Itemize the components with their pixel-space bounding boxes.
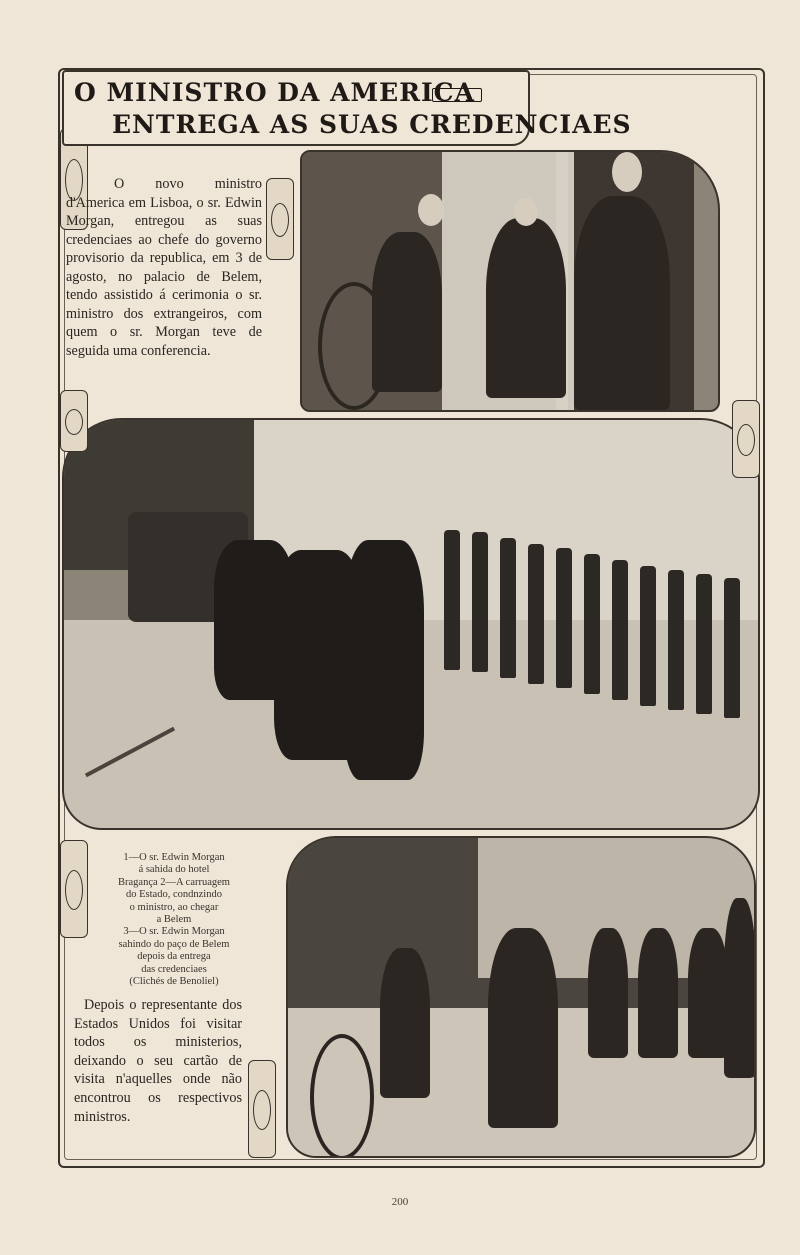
figure-onlooker [688, 928, 728, 1058]
soldier [640, 566, 656, 706]
figure-head [514, 198, 538, 226]
headline-line-1: O MINISTRO DA AMERICA [74, 78, 475, 107]
caption-line: a Belem [156, 914, 192, 926]
caption-line: á sahida do hotel [138, 864, 210, 876]
figure-man-coat [372, 232, 442, 392]
figure-footman [380, 948, 430, 1098]
soldier [528, 544, 544, 684]
photo-state-carriage-belem [62, 418, 760, 830]
caption-line: o ministro, ao chegar [129, 901, 219, 913]
soldier [556, 548, 572, 688]
caption-line: depois da entrega [137, 951, 211, 963]
caption-credit: (Clichés de Benoliel) [129, 976, 219, 988]
photo-morgan-leaving-palace [286, 836, 756, 1158]
headline-flourish [432, 88, 482, 102]
figure-officer [486, 218, 566, 398]
figure-head [418, 194, 444, 226]
caption-line: Bragança 2—A carruagem [118, 876, 230, 888]
page-number: 200 [391, 1196, 409, 1208]
soldier [724, 578, 740, 718]
intro-paragraph: O novo ministro d'America em Lisboa, o sr. Edwin Morgan, entregou as suas credenciaes ao chefe do governo provisorio da republica, em 3 de agosto, no palacio de Belem, tendo assistido á cerimonia o sr. ministro dos extrangeiros, com quem o sr. Morgan teve de seguida uma conferencia. [66, 176, 262, 359]
grape-ornament [266, 178, 294, 260]
soldier [668, 570, 684, 710]
soldier [584, 554, 600, 694]
figure-head [612, 152, 642, 192]
grape-ornament [732, 400, 760, 478]
headline-line-2: ENTREGA AS SUAS CREDENCIAES [112, 110, 632, 139]
soldier [444, 530, 460, 670]
figure-edwin-morgan [574, 196, 670, 410]
carriage-wheel [310, 1034, 374, 1158]
figure-onlooker [638, 928, 678, 1058]
figure-edwin-morgan [488, 928, 558, 1128]
headline-box [62, 70, 632, 146]
photo-morgan-leaving-hotel [300, 150, 720, 412]
caption-line: do Estado, condnzindo [126, 889, 222, 901]
horse [344, 540, 424, 780]
soldier [696, 574, 712, 714]
caption-line: das credenciaes [141, 963, 207, 975]
caption-line: sahindo do paço de Belem [118, 938, 230, 950]
soldier [500, 538, 516, 678]
grape-ornament [60, 840, 88, 938]
grape-ornament [60, 390, 88, 452]
figure-onlooker [724, 898, 756, 1078]
soldier [612, 560, 628, 700]
photo-caption [98, 852, 250, 988]
figure-onlooker [588, 928, 628, 1058]
closing-paragraph: Depois o representante dos Estados Unidos foi visitar todos os ministerios, deixando o seu cartão de visita n'aquelles onde não encontrou os respectivos ministros. [74, 997, 242, 1125]
caption-line: 3—O sr. Edwin Morgan [123, 926, 225, 938]
grape-ornament [248, 1060, 276, 1158]
soldier [472, 532, 488, 672]
caption-line: 1—O sr. Edwin Morgan [123, 852, 225, 863]
